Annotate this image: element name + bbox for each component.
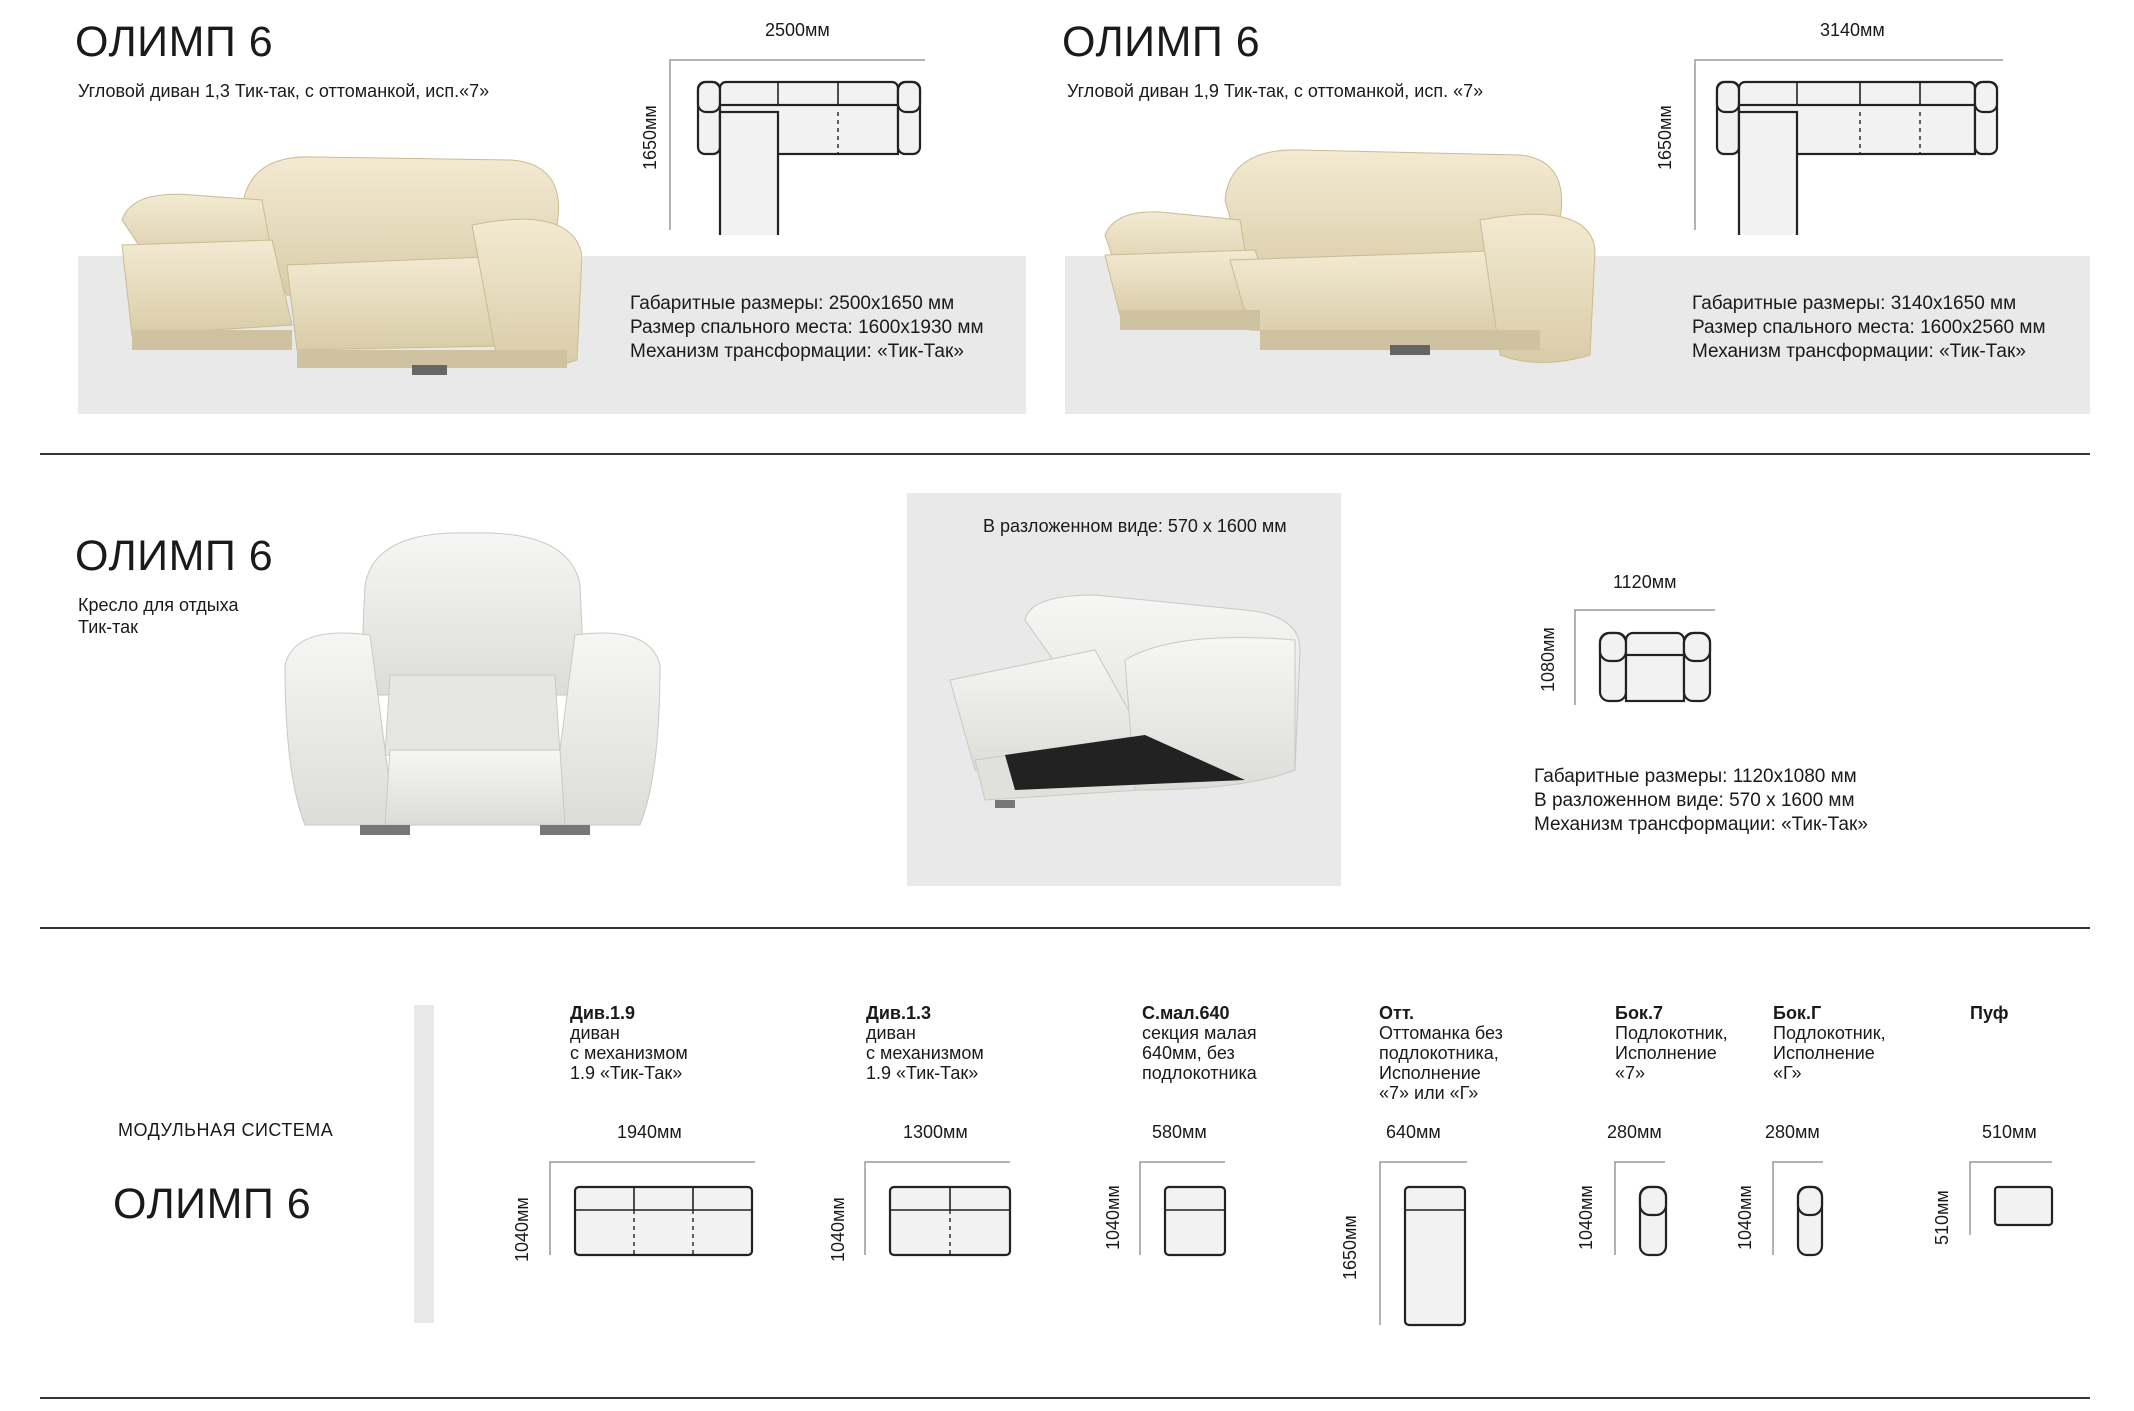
width-dimension: 280мм — [1607, 1122, 1662, 1142]
section-label: МОДУЛЬНАЯ СИСТЕМА — [118, 1120, 334, 1140]
module-desc-line: Исполнение — [1379, 1063, 1481, 1083]
divider — [40, 927, 2090, 929]
module-desc-line: подлокотника — [1142, 1063, 1257, 1083]
divider — [40, 1397, 2090, 1399]
module-desc-line: с механизмом — [866, 1043, 984, 1063]
module-desc-line: 1.9 «Тик-Так» — [570, 1063, 683, 1083]
module-scheme — [1768, 1160, 1828, 1260]
depth-dimension: 1650мм — [1340, 1215, 1360, 1280]
width-dimension: 1120мм — [1613, 572, 1677, 592]
spec-sleep: Размер спального места: 1600x2560 мм — [1692, 317, 2046, 338]
module-description — [866, 1003, 984, 1083]
width-dimension: 1300мм — [903, 1122, 968, 1142]
sofa-photo — [1100, 140, 1600, 380]
armchair-photo — [280, 525, 665, 855]
depth-dimension: 1650мм — [1655, 105, 1675, 170]
spec-overall: Габаритные размеры: 1120x1080 мм — [1534, 766, 1857, 787]
module-description — [1142, 1003, 1257, 1083]
module-desc-line: подлокотника, — [1379, 1043, 1499, 1063]
subtitle-line: Кресло для отдыха — [78, 595, 239, 615]
module-desc-line: диван — [570, 1023, 620, 1043]
module-scheme — [545, 1160, 760, 1260]
module-name: Бок.7 — [1615, 1003, 1663, 1023]
module-scheme — [1965, 1160, 2055, 1240]
depth-dimension: 1040мм — [1103, 1185, 1123, 1250]
spec-mechanism: Механизм трансформации: «Тик-Так» — [1692, 341, 2026, 362]
module-desc-line: «7» или «Г» — [1379, 1083, 1479, 1103]
module-name: Див.1.3 — [866, 1003, 931, 1023]
armchair-scheme — [1570, 605, 1720, 715]
module-name: Отт. — [1379, 1003, 1415, 1023]
module-description — [1773, 1003, 1886, 1083]
depth-dimension: 1040мм — [828, 1197, 848, 1262]
spec-overall: Габаритные размеры: 2500x1650 мм — [630, 293, 955, 314]
module-name: Див.1.9 — [570, 1003, 635, 1023]
module-scheme — [1135, 1160, 1230, 1260]
depth-dimension: 1650мм — [640, 105, 660, 170]
module-scheme — [1375, 1160, 1475, 1330]
width-dimension: 510мм — [1982, 1122, 2037, 1142]
module-desc-line: 640мм, без — [1142, 1043, 1235, 1063]
spec-sleep: Размер спального места: 1600x1930 мм — [630, 317, 984, 338]
product-subtitle — [78, 594, 239, 638]
module-desc-line: Подлокотник, — [1615, 1023, 1728, 1043]
module-scheme — [1610, 1160, 1670, 1260]
width-dimension: 2500мм — [765, 20, 830, 40]
module-desc-line: диван — [866, 1023, 916, 1043]
module-description — [1970, 1003, 2008, 1023]
module-name: С.мал.640 — [1142, 1003, 1230, 1023]
module-desc-line: «Г» — [1773, 1063, 1802, 1083]
spec-unfolded: В разложенном виде: 570 x 1600 мм — [1534, 790, 1855, 811]
spec-list — [1534, 765, 1868, 837]
width-dimension: 3140мм — [1820, 20, 1885, 40]
product-title: ОЛИМП 6 — [75, 18, 274, 66]
module-desc-line: Исполнение — [1615, 1043, 1717, 1063]
depth-dimension: 1080мм — [1538, 627, 1558, 692]
depth-dimension: 1040мм — [1735, 1185, 1755, 1250]
product-title: ОЛИМП 6 — [75, 532, 274, 580]
section-bar — [414, 1005, 434, 1323]
module-desc-line: 1.9 «Тик-Так» — [866, 1063, 979, 1083]
spec-list — [1692, 292, 2046, 364]
module-name: Пуф — [1970, 1003, 2009, 1023]
width-dimension: 580мм — [1152, 1122, 1207, 1142]
product-title: ОЛИМП 6 — [1062, 18, 1261, 66]
product-subtitle: Угловой диван 1,9 Тик-так, с оттоманкой, исп. «7» — [1067, 81, 1484, 101]
product-subtitle: Угловой диван 1,3 Тик-так, с оттоманкой, исп.«7» — [78, 81, 490, 101]
module-description — [1615, 1003, 1728, 1083]
depth-dimension: 1040мм — [512, 1197, 532, 1262]
section-title: ОЛИМП 6 — [113, 1180, 312, 1228]
width-dimension: 640мм — [1386, 1122, 1441, 1142]
divider — [40, 453, 2090, 455]
depth-dimension: 510мм — [1932, 1190, 1952, 1245]
module-desc-line: Исполнение — [1773, 1043, 1875, 1063]
width-dimension: 280мм — [1765, 1122, 1820, 1142]
sofa-scheme — [660, 55, 940, 235]
unfolded-caption: В разложенном виде: 570 x 1600 мм — [983, 516, 1287, 536]
module-desc-line: секция малая — [1142, 1023, 1257, 1043]
spec-list — [630, 292, 984, 364]
module-desc-line: Подлокотник, — [1773, 1023, 1886, 1043]
module-name: Бок.Г — [1773, 1003, 1822, 1023]
spec-mechanism: Механизм трансформации: «Тик-Так» — [630, 341, 964, 362]
spec-overall: Габаритные размеры: 3140x1650 мм — [1692, 293, 2017, 314]
module-description — [570, 1003, 688, 1083]
module-desc-line: с механизмом — [570, 1043, 688, 1063]
armchair-unfolded-photo — [945, 590, 1305, 830]
subtitle-line: Тик-так — [78, 617, 139, 637]
sofa-scheme — [1685, 55, 2015, 235]
module-desc-line: Оттоманка без — [1379, 1023, 1503, 1043]
depth-dimension: 1040мм — [1576, 1185, 1596, 1250]
module-desc-line: «7» — [1615, 1063, 1646, 1083]
sofa-photo — [112, 145, 582, 385]
module-scheme — [860, 1160, 1015, 1260]
module-description — [1379, 1003, 1503, 1103]
spec-mechanism: Механизм трансформации: «Тик-Так» — [1534, 814, 1868, 835]
width-dimension: 1940мм — [617, 1122, 682, 1142]
